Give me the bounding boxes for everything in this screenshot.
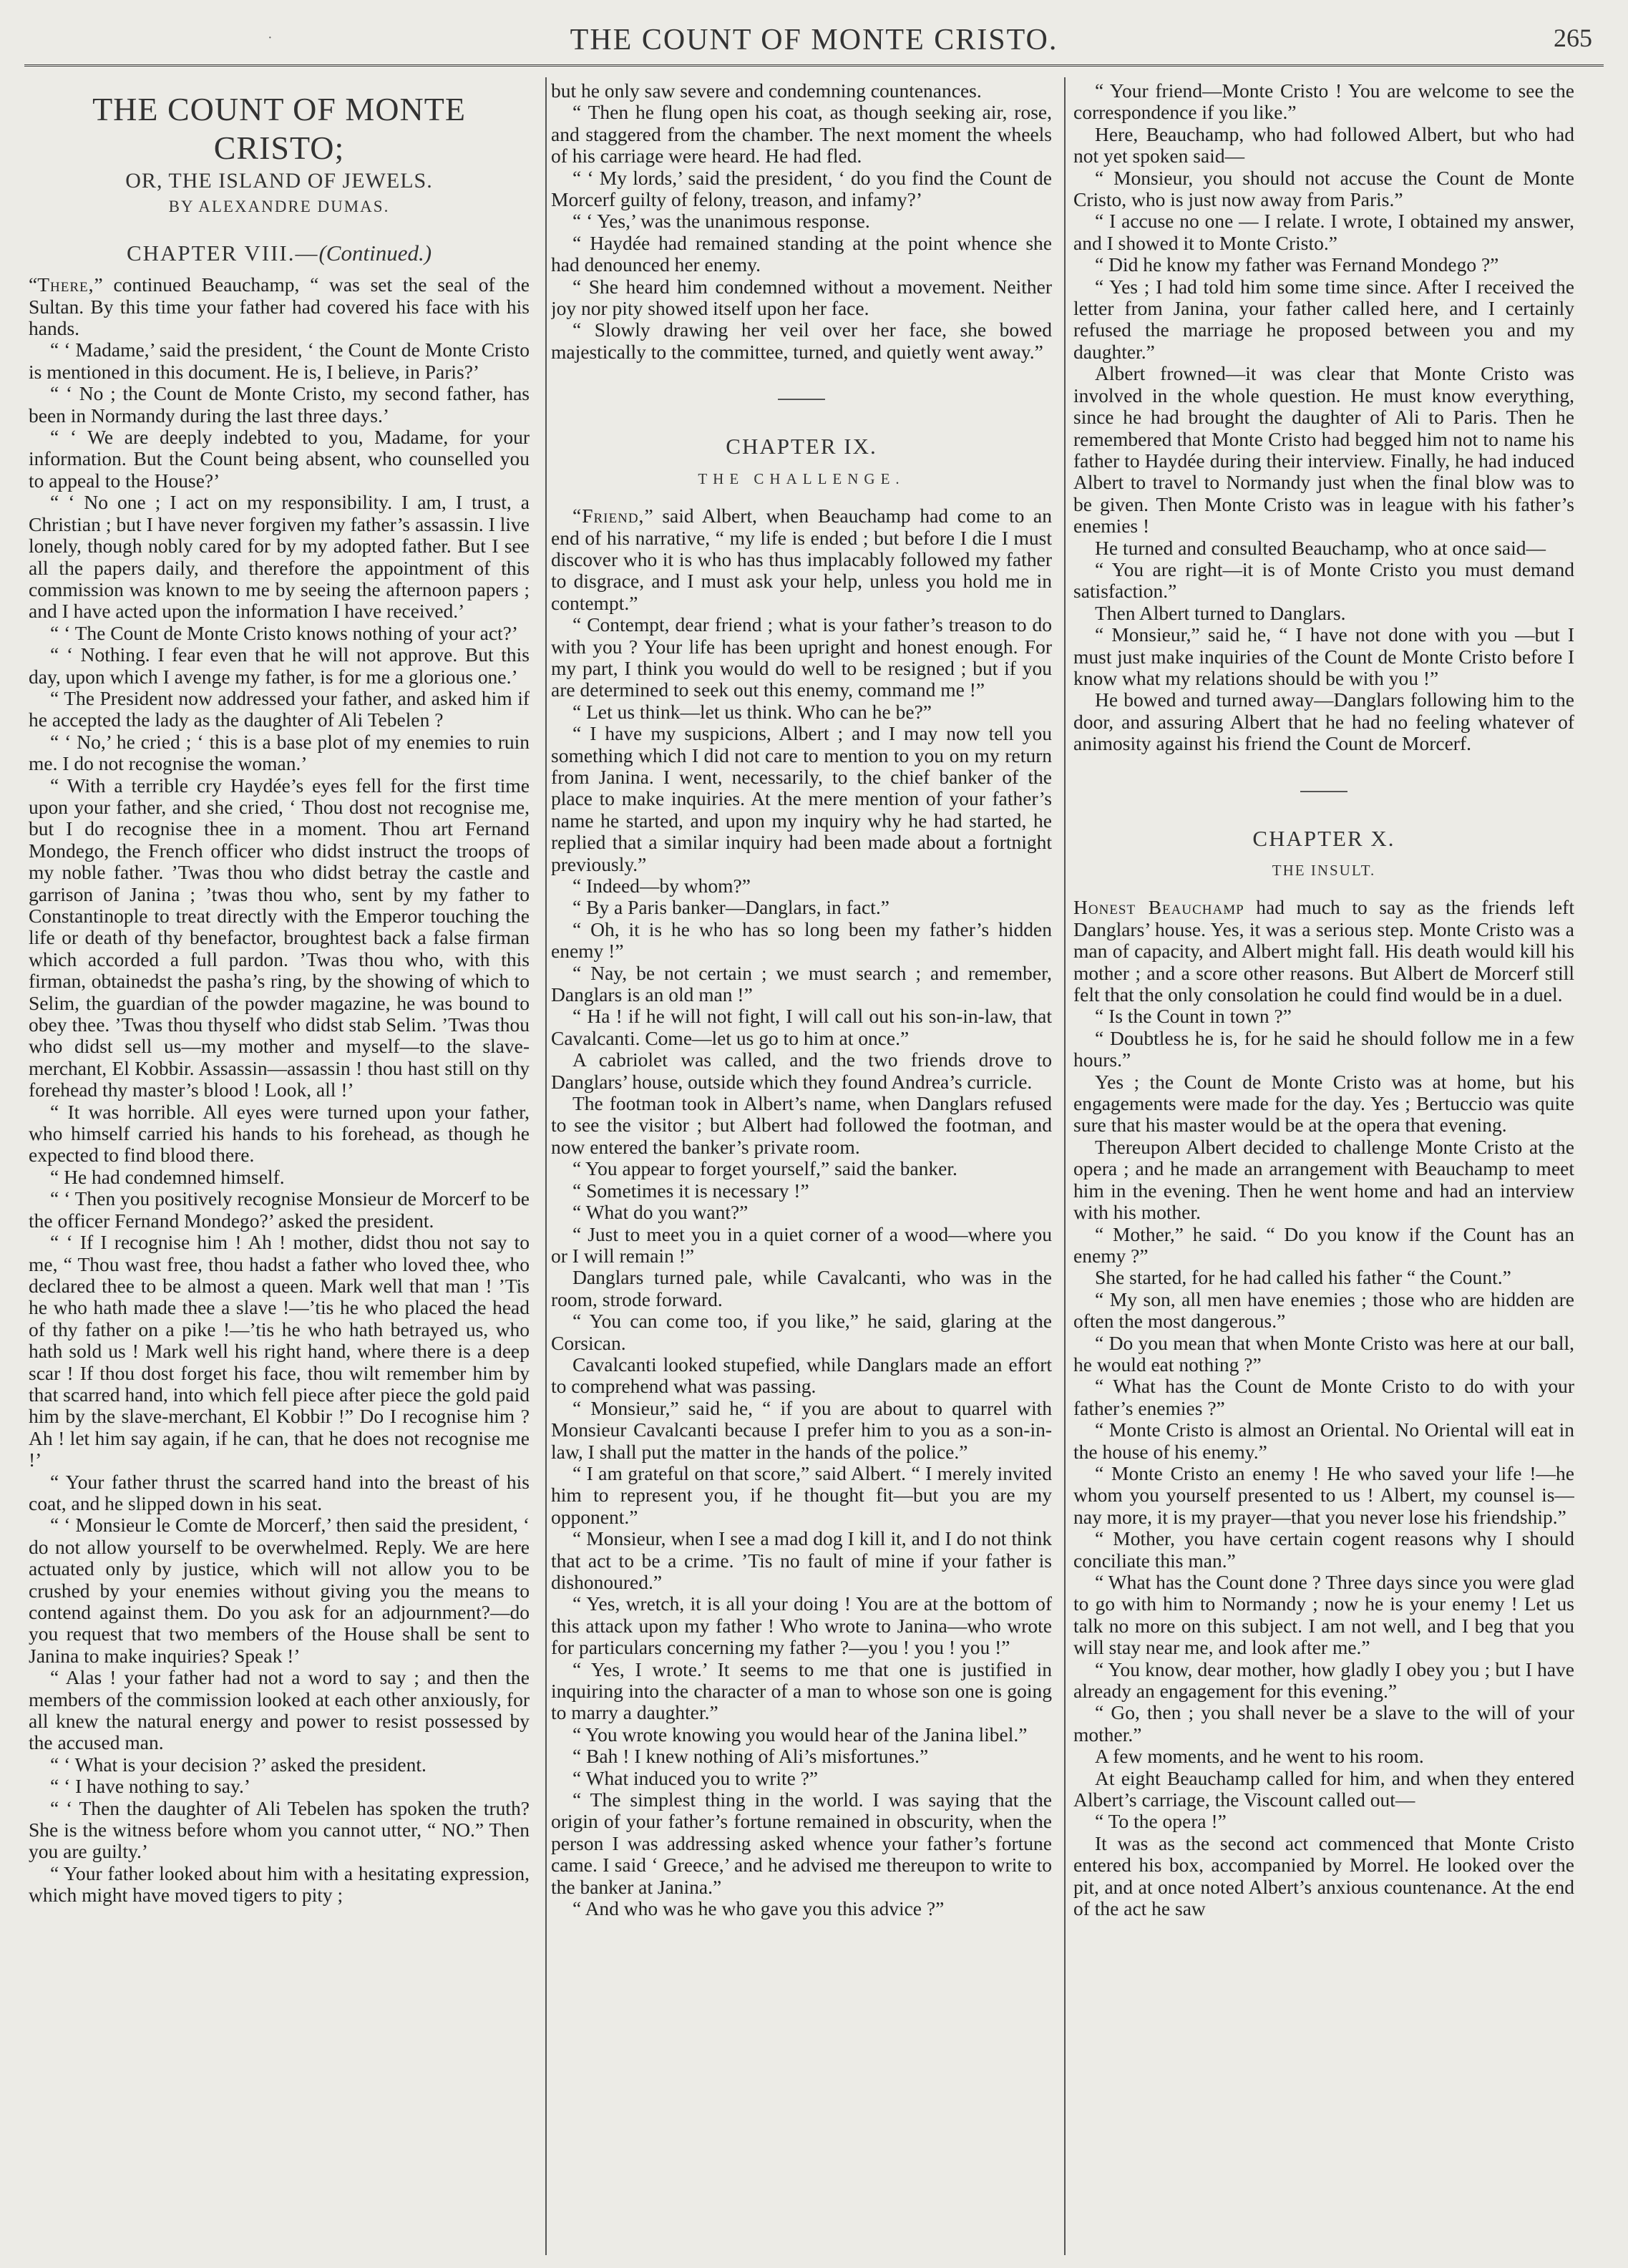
header-dot: · xyxy=(268,30,273,46)
chapter-10-lead-word: Honest Beauchamp xyxy=(1073,896,1244,919)
paragraph: He turned and consulted Beauchamp, who at once said— xyxy=(1095,536,1546,559)
paragraph: “ Mother, you have certain cogent reasons why I should conciliate this man.” xyxy=(1073,1527,1574,1572)
chapter-9-body xyxy=(551,614,1052,1919)
paragraph: “ He had condemned himself. xyxy=(50,1165,285,1188)
column-rule-right xyxy=(1064,77,1066,2255)
paragraph: “ Then he flung open his coat, as though seeking air, rose, and staggered from the chamber. The next moment the wheels of his carriage were heard. He had fled. xyxy=(551,101,1052,167)
chapter-9-continuation xyxy=(1073,80,1574,755)
section-divider xyxy=(1300,791,1347,792)
chapter-8-continued: (Continued.) xyxy=(318,240,432,266)
paragraph: “ Mother,” he said. “ Do you know if the Count has an enemy ?” xyxy=(1073,1222,1574,1267)
paragraph: “ You can come too, if you like,” he said, glaring at the Corsican. xyxy=(551,1310,1052,1354)
paragraph: “ Alas ! your father had not a word to say ; and then the members of the commission looked at each other anxiously, for all knew the natural energy and power to resist possessed by the accused man. xyxy=(29,1666,530,1754)
paragraph: “ Do you mean that when Monte Cristo was here at our ball, he would eat nothing ?” xyxy=(1073,1331,1574,1376)
chapter-8-lead-word: There, xyxy=(37,273,94,296)
paragraph: “ Did he know my father was Fernand Mondego ?” xyxy=(1095,253,1499,276)
paragraph: “ Doubtless he is, for he said he should follow me in a few hours.” xyxy=(1073,1026,1574,1071)
chapter-10-heading: CHAPTER X. xyxy=(1252,825,1395,851)
paragraph: It was as the second act commenced that Monte Cristo entered his box, accompanied by Morrel. He looked over the pit, and at once noted Albert’s anxious countenance. At the end of the act he saw xyxy=(1073,1831,1574,1920)
paragraph: “ Monsieur,” said he, “ I have not done with you —but I must just make inquiries of the Count de Monte Cristo before I know what my relations should be with you !” xyxy=(1073,623,1574,689)
paragraph: She started, for he had called his father “ the Count.” xyxy=(1095,1266,1511,1289)
paragraph: “ Monte Cristo is almost an Oriental. No Oriental will eat in the house of his enemy.” xyxy=(1073,1418,1574,1463)
paragraph: “ ‘ My lords,’ said the president, ‘ do you find the Count de Morcerf guilty of felony, treason, and infamy?’ xyxy=(551,166,1052,211)
chapter-9-first-paragraph xyxy=(551,505,1052,614)
column-2 xyxy=(551,80,1052,2256)
paragraph: “ Just to meet you in a quiet corner of a wood—where you or I will remain !” xyxy=(551,1222,1052,1267)
paragraph: “ ‘ If I recognise him ! Ah ! mother, didst thou not say to me, “ Thou wast free, thou hadst a father who loved thee, who declared thee to be almost a queen. Mark well that man ! ’Tis he who hath made thee a slave !—’tis he who placed the head of thy father on a pike !—’tis he who hath betrayed us, who hath sold us ! Mark well his right hand, where there is a deep scar ! If thou dost forget his face, thou wilt remember him by that scarred hand, into which fell piece after piece the gold paid him by the slave-merchant, El Kobbir !” Do I recognise him ? Ah ! let him say again, if he can, that he does not recognise me !’ xyxy=(29,1231,530,1471)
paragraph: “ Your father thrust the scarred hand into the breast of his coat, and he slipped down in his seat. xyxy=(29,1470,530,1514)
paragraph: “ ‘ The Count de Monte Cristo knows nothing of your act?’ xyxy=(50,621,519,644)
article-byline: BY ALEXANDRE DUMAS. xyxy=(168,198,390,216)
paragraph: “ ‘ Monsieur le Comte de Morcerf,’ then said the president, ‘ do not allow yourself to be overwhelmed. Reply. We are here actuated only by justice, which will not allow you to be crushed by your enemies without giving you the means to contend against them. Do you ask for an adjournment?—do you request that two members of the House shall be sent to Janina to make inquiries? Speak !’ xyxy=(29,1514,530,1667)
paragraph: “ ‘ I have nothing to say.’ xyxy=(50,1775,251,1798)
paragraph-text: ” continued Beauchamp, “ was set the seal of the Sultan. By this time your father had covered his face with his hands. xyxy=(29,273,530,340)
column-1 xyxy=(29,80,530,2256)
paragraph: “ I am grateful on that score,” said Albert. “ I merely invited him to represent you, if he thought fit—but you are my opponent.” xyxy=(551,1461,1052,1528)
paragraph: “ I accuse no one — I relate. I wrote, I obtained my answer, and I showed it to Monte Cristo.” xyxy=(1073,210,1574,254)
paragraph: “ Ha ! if he will not fight, I will call out his son-in-law, that Cavalcanti. Come—let us go to him at once.” xyxy=(551,1005,1052,1049)
paragraph: “ Go, then ; you shall never be a slave to the will of your mother.” xyxy=(1073,1701,1574,1746)
paragraph: “ She heard him condemned without a movement. Neither joy nor pity showed itself upon her face. xyxy=(551,275,1052,320)
paragraph: “ It was horrible. All eyes were turned upon your father, who himself carried his hands to his forehead, as though he expected to find blood there. xyxy=(29,1100,530,1167)
paragraph: “ Sometimes it is necessary !” xyxy=(572,1179,809,1202)
chapter-10-body xyxy=(1073,1006,1574,1919)
paragraph: “ ‘ Then you positively recognise Monsieur de Morcerf to be the officer Fernand Mondego?’ asked the president. xyxy=(29,1187,530,1232)
paragraph: “ ‘ What is your decision ?’ asked the president. xyxy=(50,1753,427,1776)
paragraph: “ ‘ Madame,’ said the president, ‘ the Count de Monte Cristo is mentioned in this document. He is, I believe, in Paris?’ xyxy=(29,339,530,383)
paragraph: “ What has the Count done ? Three days since you were glad to go with him to Normandy ; now he is your enemy ! Let us talk no more on this subject. I am not well, and I beg that you will stay near me, and look after me.” xyxy=(1073,1571,1574,1659)
paragraph: “ Haydée had remained standing at the point whence she had denounced her enemy. xyxy=(551,231,1052,276)
paragraph: Danglars turned pale, while Cavalcanti, who was in the room, strode forward. xyxy=(551,1266,1052,1310)
chapter-8-continuation xyxy=(551,80,1052,363)
paragraph: “ Oh, it is he who has so long been my father’s hidden enemy !” xyxy=(551,918,1052,963)
paragraph: “ Monte Cristo an enemy ! He who saved your life !—he whom you yourself presented to us ! Albert, my counsel is—nay more, it is my prayer—that you never lose his friendship.” xyxy=(1073,1461,1574,1528)
paragraph: “ ‘ Nothing. I fear even that he will not approve. But this day, upon which I avenge my father, is for me a glorious one.’ xyxy=(29,643,530,688)
paragraph: “ Slowly drawing her veil over her face, she bowed majestically to the committee, turned, and quietly went away.” xyxy=(551,318,1052,363)
paragraph-text: had much to say as the friends left Danglars’ house. Yes, it was a serious step. Monte Cristo was a man of capacity, and Albert might fall. His death would kill his mother ; and a score other reasons. But Albert de Morcerf still felt that the only consolation he could find would be in a duel. xyxy=(1073,896,1574,1006)
paragraph: “ By a Paris banker—Danglars, in fact.” xyxy=(572,896,889,919)
paragraph-text: ” said Albert, when Beauchamp had come to an end of his narrative, “ my life is ended ; but before I die I must discover who it is who has thus implacably followed my father to disgrace, and I must ask your help, unless you hold me in contempt.” xyxy=(551,505,1052,614)
paragraph: “ With a terrible cry Haydée’s eyes fell for the first time upon your father, and she cried, ‘ Thou dost not recognise me, but I do recognise thee in a moment. Thou art Fernand Mondego, the French officer who didst instruct the troops of my noble father. ’Twas thou who didst betray the castle and garrison of Janina ; ’twas thou who, sent by my father to Constantinople to treat directly with the Emperor touching the life or death of thy benefactor, broughtest back a false firman which accorded a full pardon. ’Twas thou who, with this firman, obtainedst the pasha’s ring, by the showing of which to Selim, the guardian of the powder magazine, he was bound to obey thee. ’Twas thou thyself who didst stab Selim. ’Twas thou who didst sell us—my mother and myself—to the slave-merchant, El Kobbir. Assassin—assassin ! thou hast still on thy forehead thy master’s blood ! Look, all !’ xyxy=(29,774,530,1101)
paragraph: “ Monsieur, you should not accuse the Count de Monte Cristo, who is just now away from Paris.” xyxy=(1073,166,1574,211)
paragraph: At eight Beauchamp called for him, and when they entered Albert’s carriage, the Viscount called out— xyxy=(1073,1766,1574,1811)
chapter-8-body xyxy=(29,339,530,1906)
paragraph: “ What do you want?” xyxy=(572,1201,749,1224)
paragraph: “ ‘ Then the daughter of Ali Tebelen has spoken the truth? She is the witness before whom you cannot utter, “ NO.” Then you are guilty.’ xyxy=(29,1796,530,1863)
paragraph: “ ‘ No one ; I act on my responsibility. I am, I trust, a Christian ; but I have never forgiven my father’s assassin. I live lonely, though nobly cared for by my adopted father. But I see all the papers daily, and therefore the appointment of this commission was known to me by seeing the afternoon papers ; and I have acted upon the information I have received.’ xyxy=(29,491,530,623)
paragraph: Here, Beauchamp, who had followed Albert, but who had not yet spoken said— xyxy=(1073,122,1574,167)
paragraph: “ Let us think—let us think. Who can he be?” xyxy=(572,700,932,723)
paragraph: “ ‘ No ; the Count de Monte Cristo, my second father, has been in Normandy during the last three days.’ xyxy=(29,382,530,427)
column-3 xyxy=(1073,80,1574,2256)
section-divider xyxy=(778,399,825,400)
paragraph: “ Indeed—by whom?” xyxy=(572,875,751,897)
paragraph: “ And who was he who gave you this advice ?” xyxy=(572,1897,945,1920)
paragraph: “ You appear to forget yourself,” said the banker. xyxy=(572,1157,957,1180)
running-header xyxy=(24,14,1604,67)
paragraph: but he only saw severe and condemning countenances. xyxy=(551,80,982,102)
paragraph: Cavalcanti looked stupefied, while Danglars made an effort to comprehend what was passing. xyxy=(551,1353,1052,1398)
paragraph: Yes ; the Count de Monte Cristo was at home, but his engagements were made for the day. Yes ; Bertuccio was quite sure that his master would be at the opera that evening. xyxy=(1073,1070,1574,1137)
paragraph: Then Albert turned to Danglars. xyxy=(1095,601,1346,624)
running-title: THE COUNT OF MONTE CRISTO. xyxy=(570,24,1058,57)
paragraph: “ ‘ No,’ he cried ; ‘ this is a base plot of my enemies to ruin me. I do not recognise the woman.’ xyxy=(29,730,530,775)
paragraph: “ Nay, be not certain ; we must search ; and remember, Danglars is an old man !” xyxy=(551,961,1052,1006)
paragraph: A cabriolet was called, and the two friends drove to Danglars’ house, outside which they found Andrea’s curricle. xyxy=(551,1048,1052,1093)
chapter-8-title: CHAPTER VIII.— xyxy=(126,240,319,266)
paragraph: “ I have my suspicions, Albert ; and I may now tell you something which I did not care to mention to you on my return from Janina. I went, necessarily, to the chief banker of the place to make inquiries. At the mere mention of your father’s name he started, and upon my inquiry why he had started, he replied that a similar inquiry had been made about a fortnight previously.” xyxy=(551,722,1052,875)
paragraph: “ You know, dear mother, how gladly I obey you ; but I have already an engagement for this evening.” xyxy=(1073,1658,1574,1703)
article-title: THE COUNT OF MONTE CRISTO; xyxy=(92,91,466,166)
paragraph: “ Yes, wretch, it is all your doing ! You are at the bottom of this attack upon my father ! Who wrote to Janina—who wrote for particulars concerning my father ?—you ! you ! you !” xyxy=(551,1592,1052,1659)
paragraph: “ What has the Count de Monte Cristo to do with your father’s enemies ?” xyxy=(1073,1375,1574,1419)
chapter-10-first-paragraph xyxy=(1073,897,1574,1006)
paragraph: “ The simplest thing in the world. I was saying that the origin of your father’s fortune remained in obscurity, when the person I was addressing asked whence your father’s fortune came. I said ‘ Greece,’ and he advised me thereupon to write to the banker at Janina.” xyxy=(551,1788,1052,1898)
paragraph: “ Yes ; I had told him some time since. After I received the letter from Janina, your father called here, and I certainly refused the marriage he proposed between you and my daughter.” xyxy=(1073,275,1574,363)
paragraph: “ My son, all men have enemies ; those who are hidden are often the most dangerous.” xyxy=(1073,1288,1574,1333)
paragraph: A few moments, and he went to his room. xyxy=(1095,1745,1424,1768)
paragraph: Albert frowned—it was clear that Monte Cristo was involved in the whole question. He must know everything, since he had brought the daughter of Ali to Paris. Then he remembered that Monte Cristo had begged him not to name his father to Haydée during their interview. Finally, he had induced Albert to travel to Normandy just when the final blow was to be given. Then Monte Cristo was in league with his father’s enemies ! xyxy=(1073,362,1574,537)
paragraph: “ Is the Count in town ?” xyxy=(1095,1005,1292,1028)
chapter-8-heading xyxy=(29,240,530,266)
paragraph: “ To the opera !” xyxy=(1095,1810,1227,1833)
chapter-10-subheading: THE INSULT. xyxy=(1272,862,1376,879)
page-number: 265 xyxy=(1554,24,1592,52)
paragraph: Thereupon Albert decided to challenge Monte Cristo at the opera ; and he made an arrangement with Beauchamp to meet him in the evening. Then he went home and had an interview with his mother. xyxy=(1073,1135,1574,1224)
paragraph: The footman took in Albert’s name, when Danglars refused to see the visitor ; but Albert had followed the footman, and now entered the banker’s private room. xyxy=(551,1092,1052,1158)
paragraph: “ ‘ We are deeply indebted to you, Madame, for your information. But the Count being absent, who counselled you to appeal to the House?’ xyxy=(29,426,530,492)
paragraph: “ Contempt, dear friend ; what is your father’s treason to do with you ? Your life has been upright and honest enough. For my part, I think you would do well to be resigned ; but if you are determined to seek out this enemy, command me !” xyxy=(551,613,1052,701)
paragraph: “ Your father looked about him with a hesitating expression, which might have moved tigers to pity ; xyxy=(29,1861,530,1907)
chapter-9-lead-word: “Friend, xyxy=(572,505,645,527)
paragraph: “ Your friend—Monte Cristo ! You are welcome to see the correspondence if you like.” xyxy=(1073,80,1574,124)
paragraph: “ Monsieur,” said he, “ if you are about to quarrel with Monsieur Cavalcanti because I prefer him to you as a son-in-law, I shall put the matter in the hands of the police.” xyxy=(551,1396,1052,1463)
paragraph: He bowed and turned away—Danglars following him to the door, and assuring Albert that he had no feeling whatever of animosity against his friend the Count de Morcerf. xyxy=(1073,688,1574,755)
paragraph: “ The President now addressed your father, and asked him if he accepted the lady as the daughter of Ali Tebelen ? xyxy=(29,686,530,731)
paragraph: “ ‘ Yes,’ was the unanimous response. xyxy=(572,210,870,233)
paragraph: “ You are right—it is of Monte Cristo you must demand satisfaction.” xyxy=(1073,558,1574,603)
chapter-9-subheading: THE CHALLENGE. xyxy=(698,469,905,487)
column-rule-left xyxy=(545,77,547,2255)
chapter-9-heading: CHAPTER IX. xyxy=(726,434,877,459)
paragraph: “ You wrote knowing you would hear of the Janina libel.” xyxy=(572,1723,1028,1746)
paragraph: “ Monsieur, when I see a mad dog I kill it, and I do not think that act to be a crime. ’Tis no fault of mine if your father is dishonoured.” xyxy=(551,1527,1052,1593)
paragraph: “ Yes, I wrote.’ It seems to me that one is justified in inquiring into the character of a man to whose son one is going to marry a daughter.” xyxy=(551,1658,1052,1724)
chapter-8-first-paragraph: “There,” continued Beauchamp, “ was set the seal of the Sultan. By this time your father had covered his face with his hands. xyxy=(29,273,530,340)
paragraph: “ What induced you to write ?” xyxy=(572,1766,819,1789)
article-subtitle: OR, THE ISLAND OF JEWELS. xyxy=(125,169,433,193)
paragraph: “ Bah ! I knew nothing of Ali’s misfortunes.” xyxy=(572,1745,929,1768)
